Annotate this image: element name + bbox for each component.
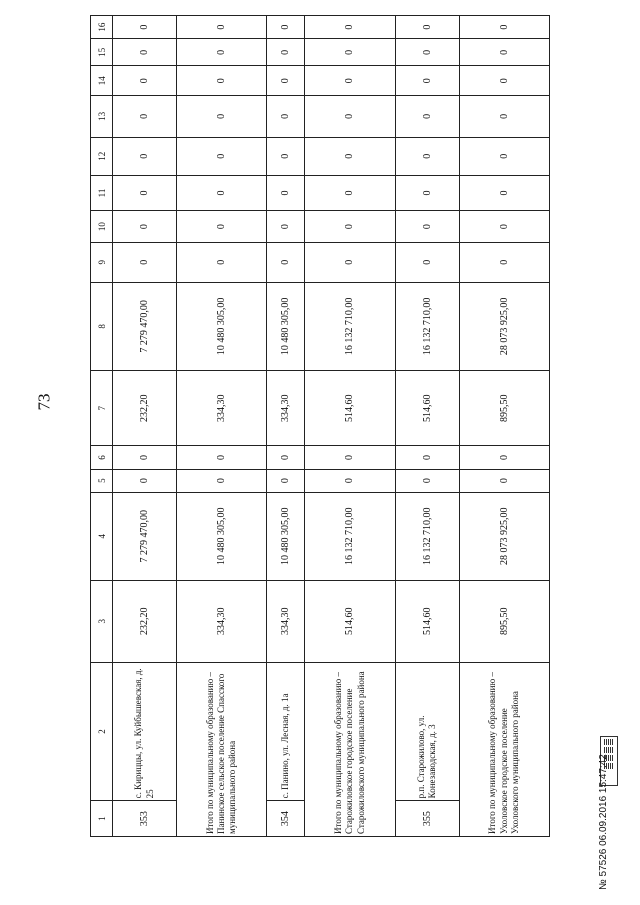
col-header-16: 16 [91,16,113,39]
row-number: 354 [267,801,305,837]
cell-c16: 0 [177,16,267,39]
entity-name: р.п. Старожилово, ул. Конезаводская, д. 3 [395,662,459,801]
cell-c4: 16 132 710,00 [395,492,459,580]
entity-name: с. Панино, ул. Лесная, д. 1а [267,662,305,801]
header-row [91,16,113,837]
cell-c3: 232,20 [113,580,177,662]
cell-c3: 514,60 [395,580,459,662]
entity-name: Итого по муниципальному образованию – Панинское сельское поселение Спасского муниципального района [177,662,267,836]
cell-c13: 0 [113,95,177,137]
cell-c13: 0 [177,95,267,137]
cell-c5: 0 [113,469,177,492]
cell-c14: 0 [305,66,395,95]
cell-c4: 10 480 305,00 [267,492,305,580]
col-header-3: 3 [91,580,113,662]
cell-c6: 0 [395,446,459,469]
cell-c15: 0 [113,39,177,66]
cell-c5: 0 [459,469,549,492]
cell-c3: 334,30 [177,580,267,662]
col-header-12: 12 [91,137,113,175]
cell-c12: 0 [459,137,549,175]
cell-c11: 0 [177,175,267,211]
cell-c6: 0 [267,446,305,469]
cell-c11: 0 [459,175,549,211]
cell-c4: 10 480 305,00 [177,492,267,580]
col-header-9: 9 [91,242,113,282]
cell-c5: 0 [305,469,395,492]
row-number: 353 [113,801,177,837]
cell-c8: 7 279 470,00 [113,282,177,370]
cell-c7: 514,60 [305,370,395,446]
cell-c9: 0 [113,242,177,282]
cell-c10: 0 [267,211,305,242]
cell-c15: 0 [459,39,549,66]
cell-c12: 0 [305,137,395,175]
table-row [267,16,305,837]
cell-c7: 895,50 [459,370,549,446]
cell-c9: 0 [395,242,459,282]
col-header-11: 11 [91,175,113,211]
table-row [305,16,395,837]
cell-c6: 0 [177,446,267,469]
cell-c13: 0 [305,95,395,137]
cell-c16: 0 [395,16,459,39]
cell-c7: 334,30 [177,370,267,446]
page-number: 73 [34,393,54,411]
cell-c6: 0 [459,446,549,469]
cell-c11: 0 [267,175,305,211]
col-header-2: 2 [91,662,113,801]
col-header-14: 14 [91,66,113,95]
cell-c10: 0 [113,211,177,242]
cell-c16: 0 [305,16,395,39]
cell-c3: 334,30 [267,580,305,662]
entity-name: Итого по муниципальному образованию – Старожиловское городское поселение Старожиловского муниципального района [305,662,395,836]
cell-c15: 0 [305,39,395,66]
cell-c16: 0 [113,16,177,39]
cell-c7: 514,60 [395,370,459,446]
cell-c10: 0 [395,211,459,242]
cell-c9: 0 [305,242,395,282]
data-table [90,15,550,837]
cell-c14: 0 [267,66,305,95]
col-header-7: 7 [91,370,113,446]
col-header-6: 6 [91,446,113,469]
cell-c14: 0 [395,66,459,95]
cell-c8: 28 073 925,00 [459,282,549,370]
cell-c8: 16 132 710,00 [395,282,459,370]
cell-c11: 0 [113,175,177,211]
cell-c9: 0 [459,242,549,282]
table-row [113,16,177,837]
col-header-1: 1 [91,801,113,837]
cell-c14: 0 [459,66,549,95]
cell-c13: 0 [267,95,305,137]
cell-c8: 10 480 305,00 [177,282,267,370]
cell-c11: 0 [395,175,459,211]
cell-c3: 895,50 [459,580,549,662]
cell-c12: 0 [113,137,177,175]
cell-c7: 334,30 [267,370,305,446]
cell-c5: 0 [177,469,267,492]
cell-c4: 28 073 925,00 [459,492,549,580]
cell-c16: 0 [267,16,305,39]
cell-c6: 0 [305,446,395,469]
col-header-15: 15 [91,39,113,66]
col-header-5: 5 [91,469,113,492]
cell-c10: 0 [177,211,267,242]
table-row [459,16,549,837]
rotated-table-sheet [90,15,550,837]
cell-c8: 10 480 305,00 [267,282,305,370]
cell-c7: 232,20 [113,370,177,446]
entity-name: Итого по муниципальному образованию – Ухоловское городское поселение Ухоловского муниципального района [459,662,549,836]
cell-c12: 0 [395,137,459,175]
cell-c10: 0 [305,211,395,242]
cell-c11: 0 [305,175,395,211]
table-row [395,16,459,837]
cell-c14: 0 [177,66,267,95]
entity-name: с. Кириццы, ул. Куйбышевская, д. 25 [113,662,177,801]
document-registration-stamp: № 57526 06.09.2016 15:47:42 [598,754,609,890]
cell-c5: 0 [395,469,459,492]
cell-c4: 16 132 710,00 [305,492,395,580]
cell-c3: 514,60 [305,580,395,662]
cell-c9: 0 [177,242,267,282]
cell-c15: 0 [267,39,305,66]
cell-c16: 0 [459,16,549,39]
cell-c15: 0 [395,39,459,66]
col-header-13: 13 [91,95,113,137]
row-number: 355 [395,801,459,837]
col-header-4: 4 [91,492,113,580]
cell-c6: 0 [113,446,177,469]
cell-c10: 0 [459,211,549,242]
table-row [177,16,267,837]
cell-c12: 0 [267,137,305,175]
col-header-10: 10 [91,211,113,242]
document-footer [598,620,628,890]
cell-c12: 0 [177,137,267,175]
cell-c15: 0 [177,39,267,66]
cell-c14: 0 [113,66,177,95]
cell-c4: 7 279 470,00 [113,492,177,580]
cell-c13: 0 [459,95,549,137]
cell-c8: 16 132 710,00 [305,282,395,370]
cell-c9: 0 [267,242,305,282]
cell-c5: 0 [267,469,305,492]
cell-c13: 0 [395,95,459,137]
col-header-8: 8 [91,282,113,370]
